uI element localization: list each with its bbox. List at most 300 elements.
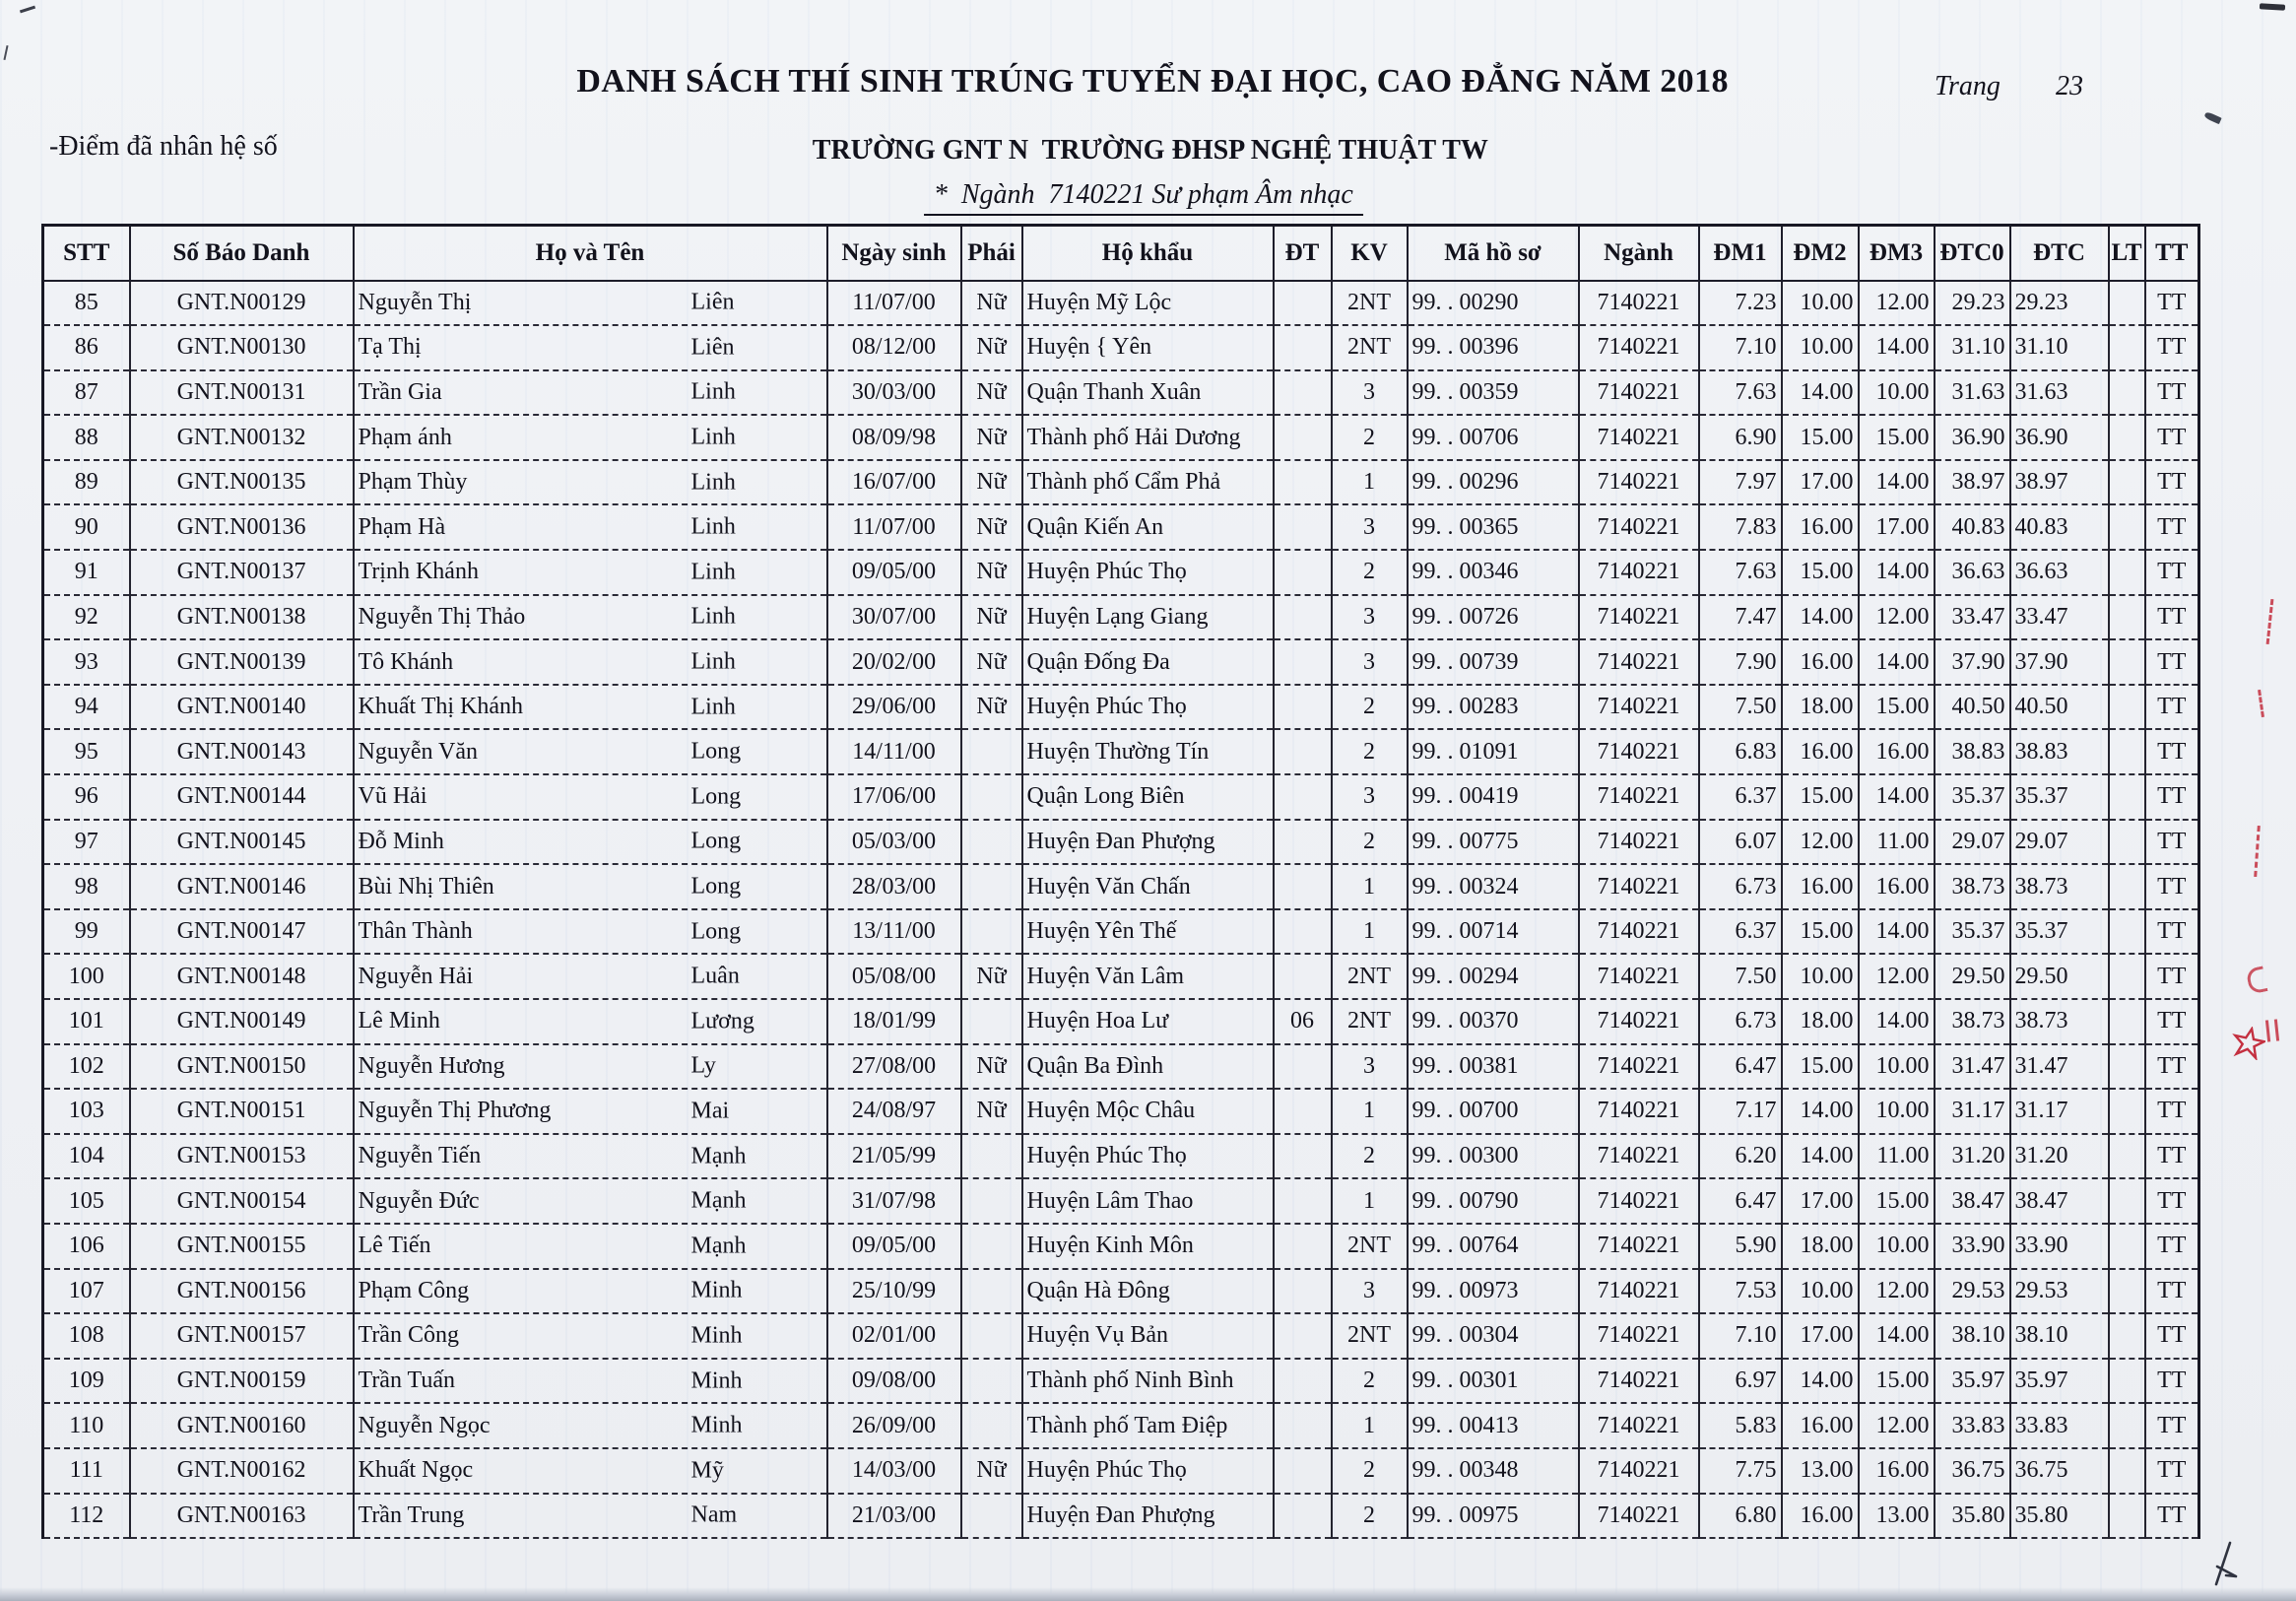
cell-dm3: 16.00 [1859, 864, 1935, 909]
cell-ns: 30/03/00 [827, 370, 961, 416]
cell-lt [2109, 1494, 2145, 1539]
cell-sbd: GNT.N00137 [130, 550, 354, 595]
cell-dm3: 15.00 [1859, 1359, 1935, 1404]
column-header-mhs: Mã hồ sơ [1408, 226, 1579, 281]
cell-tt: TT [2145, 504, 2199, 550]
cell-dtc0: 31.63 [1935, 370, 2010, 416]
cell-nganh: 7140221 [1579, 460, 1699, 505]
cell-phai [961, 820, 1022, 865]
given-name: Long [690, 738, 742, 765]
column-header-lt: LT [2109, 226, 2145, 281]
cell-sbd: GNT.N00163 [130, 1494, 354, 1539]
cell-lt [2109, 550, 2145, 595]
cell-dm2: 17.00 [1782, 1313, 1859, 1359]
cell-name [354, 370, 827, 416]
table-body [43, 281, 2199, 1539]
cell-kv: 3 [1332, 504, 1408, 550]
table-row [43, 1359, 2199, 1404]
cell-dm2: 18.00 [1782, 1224, 1859, 1269]
cell-nganh: 7140221 [1579, 1313, 1699, 1359]
cell-sbd: GNT.N00144 [130, 774, 354, 820]
cell-dt [1274, 1089, 1332, 1134]
cell-dtc0: 31.10 [1935, 325, 2010, 370]
table-row [43, 550, 2199, 595]
given-name: Minh [690, 1322, 743, 1349]
cell-lt [2109, 281, 2145, 326]
cell-ns: 02/01/00 [827, 1313, 961, 1359]
family-name: Đỗ Minh [358, 828, 444, 854]
cell-dm3: 10.00 [1859, 1089, 1935, 1134]
cell-phai [961, 1134, 1022, 1179]
cell-kv: 2NT [1332, 281, 1408, 326]
cell-name [354, 1134, 827, 1179]
cell-nganh: 7140221 [1579, 504, 1699, 550]
red-pen-mark [2265, 1019, 2279, 1041]
given-name: Minh [690, 1368, 743, 1394]
family-name: Nguyễn Thị Phương [358, 1098, 552, 1124]
cell-dm2: 17.00 [1782, 1178, 1859, 1224]
cell-dm1: 7.50 [1699, 685, 1782, 730]
given-name: Liên [690, 289, 735, 315]
cell-ns: 31/07/98 [827, 1178, 961, 1224]
cell-phai [961, 774, 1022, 820]
cell-dtc: 31.63 [2010, 370, 2109, 416]
cell-dtc0: 36.75 [1935, 1448, 2010, 1494]
cell-dt [1274, 595, 1332, 640]
cell-hk: Huyện Phúc Thọ [1022, 1448, 1274, 1494]
cell-stt: 87 [43, 370, 130, 416]
cell-dm1: 6.73 [1699, 864, 1782, 909]
given-name: Linh [690, 603, 736, 630]
cell-dtc0: 33.90 [1935, 1224, 2010, 1269]
cell-hk: Quận Hà Đông [1022, 1269, 1274, 1314]
column-header-dtc0: ĐTC0 [1935, 226, 2010, 281]
family-name: Nguyễn Tiến [358, 1143, 482, 1169]
cell-phai: Nữ [961, 954, 1022, 999]
cell-sbd: GNT.N00135 [130, 460, 354, 505]
cell-sbd: GNT.N00138 [130, 595, 354, 640]
cell-sbd: GNT.N00130 [130, 325, 354, 370]
table-row [43, 1269, 2199, 1314]
cell-lt [2109, 504, 2145, 550]
cell-dm2: 16.00 [1782, 864, 1859, 909]
family-name: Trần Trung [358, 1501, 465, 1528]
cell-mhs: 99. . 00296 [1408, 460, 1579, 505]
cell-dm2: 14.00 [1782, 370, 1859, 416]
cell-kv: 3 [1332, 370, 1408, 416]
cell-mhs: 99. . 00419 [1408, 774, 1579, 820]
cell-dtc: 35.37 [2010, 774, 2109, 820]
table-row [43, 1178, 2199, 1224]
cell-dm2: 14.00 [1782, 595, 1859, 640]
cell-ns: 08/12/00 [827, 325, 961, 370]
table-row [43, 1494, 2199, 1539]
cell-dm2: 18.00 [1782, 685, 1859, 730]
cell-name [354, 1359, 827, 1404]
table-row [43, 1403, 2199, 1448]
cell-tt: TT [2145, 954, 2199, 999]
cell-ns: 25/10/99 [827, 1269, 961, 1314]
cell-kv: 3 [1332, 1269, 1408, 1314]
cell-nganh: 7140221 [1579, 639, 1699, 685]
cell-dt [1274, 774, 1332, 820]
cell-tt: TT [2145, 1134, 2199, 1179]
cell-dm2: 14.00 [1782, 1359, 1859, 1404]
cell-dm1: 7.97 [1699, 460, 1782, 505]
cell-nganh: 7140221 [1579, 415, 1699, 460]
cell-dtc0: 38.73 [1935, 999, 2010, 1044]
cell-phai: Nữ [961, 504, 1022, 550]
table-row [43, 954, 2199, 999]
cell-kv: 3 [1332, 774, 1408, 820]
cell-sbd: GNT.N00149 [130, 999, 354, 1044]
cell-hk: Quận Long Biên [1022, 774, 1274, 820]
cell-dtc0: 35.97 [1935, 1359, 2010, 1404]
cell-dm3: 12.00 [1859, 954, 1935, 999]
cell-tt: TT [2145, 460, 2199, 505]
cell-tt: TT [2145, 1448, 2199, 1494]
cell-nganh: 7140221 [1579, 1224, 1699, 1269]
cell-ns: 16/07/00 [827, 460, 961, 505]
cell-stt: 92 [43, 595, 130, 640]
family-name: Trần Tuấn [358, 1368, 455, 1394]
cell-stt: 94 [43, 685, 130, 730]
cell-dtc0: 29.07 [1935, 820, 2010, 865]
cell-phai: Nữ [961, 281, 1022, 326]
cell-stt: 95 [43, 729, 130, 774]
cell-dt [1274, 639, 1332, 685]
cell-lt [2109, 1269, 2145, 1314]
cell-hk: Huyện Thường Tín [1022, 729, 1274, 774]
cell-stt: 90 [43, 504, 130, 550]
cell-dm1: 6.47 [1699, 1178, 1782, 1224]
table-row [43, 415, 2199, 460]
cell-dtc0: 38.73 [1935, 864, 2010, 909]
cell-dtc0: 33.83 [1935, 1403, 2010, 1448]
given-name: Long [690, 828, 742, 854]
cell-dm3: 14.00 [1859, 550, 1935, 595]
family-name: Bùi Nhị Thiên [358, 873, 494, 900]
family-name: Trần Công [358, 1322, 459, 1349]
cell-dtc0: 31.47 [1935, 1044, 2010, 1090]
cell-mhs: 99. . 00975 [1408, 1494, 1579, 1539]
cell-ns: 13/11/00 [827, 909, 961, 955]
cell-mhs: 99. . 00775 [1408, 820, 1579, 865]
cell-dt [1274, 325, 1332, 370]
cell-dtc0: 38.10 [1935, 1313, 2010, 1359]
family-name: Nguyễn Hải [358, 963, 474, 989]
cell-phai: Nữ [961, 325, 1022, 370]
cell-dtc: 36.90 [2010, 415, 2109, 460]
cell-nganh: 7140221 [1579, 1134, 1699, 1179]
cell-dtc0: 35.37 [1935, 774, 2010, 820]
cell-sbd: GNT.N00146 [130, 864, 354, 909]
family-name: Khuất Thị Khánh [358, 694, 524, 720]
table-row [43, 685, 2199, 730]
cell-stt: 102 [43, 1044, 130, 1090]
cell-phai [961, 1313, 1022, 1359]
cell-mhs: 99. . 00396 [1408, 325, 1579, 370]
cell-ns: 11/07/00 [827, 281, 961, 326]
cell-tt: TT [2145, 1224, 2199, 1269]
cell-hk: Huyện Phúc Thọ [1022, 550, 1274, 595]
cell-lt [2109, 595, 2145, 640]
cell-dm1: 7.63 [1699, 550, 1782, 595]
cell-dm1: 7.17 [1699, 1089, 1782, 1134]
cell-dm2: 16.00 [1782, 729, 1859, 774]
cell-mhs: 99. . 00290 [1408, 281, 1579, 326]
cell-stt: 110 [43, 1403, 130, 1448]
cell-dt [1274, 1403, 1332, 1448]
family-name: Lê Tiến [358, 1233, 431, 1259]
cell-name [354, 1224, 827, 1269]
cell-dt [1274, 370, 1332, 416]
cell-hk: Thành phố Tam Điệp [1022, 1403, 1274, 1448]
cell-hk: Huyện { Yên [1022, 325, 1274, 370]
cell-phai [961, 729, 1022, 774]
cell-dtc: 31.47 [2010, 1044, 2109, 1090]
cell-dm3: 14.00 [1859, 1313, 1935, 1359]
cell-dm1: 7.75 [1699, 1448, 1782, 1494]
cell-mhs: 99. . 00790 [1408, 1178, 1579, 1224]
cell-stt: 103 [43, 1089, 130, 1134]
cell-dm2: 15.00 [1782, 774, 1859, 820]
cell-hk: Huyện Yên Thế [1022, 909, 1274, 955]
column-header-sbd: Số Báo Danh [130, 226, 354, 281]
given-name: Mỹ [690, 1457, 724, 1484]
cell-hk: Huyện Lâm Thao [1022, 1178, 1274, 1224]
cell-mhs: 99. . 00714 [1408, 909, 1579, 955]
cell-dm1: 6.97 [1699, 1359, 1782, 1404]
cell-sbd: GNT.N00139 [130, 639, 354, 685]
table-row [43, 639, 2199, 685]
cell-dm2: 12.00 [1782, 820, 1859, 865]
cell-dtc: 33.83 [2010, 1403, 2109, 1448]
cell-dm3: 11.00 [1859, 820, 1935, 865]
cell-name [354, 1448, 827, 1494]
given-name: Linh [690, 648, 736, 675]
table-row [43, 325, 2199, 370]
cell-dt [1274, 864, 1332, 909]
table-row [43, 909, 2199, 955]
cell-lt [2109, 1044, 2145, 1090]
cell-phai [961, 1359, 1022, 1404]
cell-name [354, 504, 827, 550]
page-indicator-label: Trang [1935, 71, 2001, 101]
table-row [43, 1134, 2199, 1179]
cell-phai: Nữ [961, 685, 1022, 730]
given-name: Mạnh [690, 1187, 747, 1214]
red-star-mark [2232, 1027, 2265, 1060]
cell-dtc0: 38.83 [1935, 729, 2010, 774]
cell-stt: 105 [43, 1178, 130, 1224]
cell-name [354, 1178, 827, 1224]
scan-stray-mark [20, 6, 35, 14]
page-title: DANH SÁCH THÍ SINH TRÚNG TUYỂN ĐẠI HỌC, CAO ĐẲNG NĂM 2018 [576, 63, 1729, 100]
cell-dm3: 14.00 [1859, 774, 1935, 820]
cell-sbd: GNT.N00153 [130, 1134, 354, 1179]
column-header-dm1: ĐM1 [1699, 226, 1782, 281]
cell-ns: 27/08/00 [827, 1044, 961, 1090]
cell-tt: TT [2145, 1494, 2199, 1539]
family-name: Phạm Thùy [358, 469, 468, 496]
given-name: Long [690, 873, 742, 900]
cell-dm1: 7.10 [1699, 1313, 1782, 1359]
cell-kv: 1 [1332, 1089, 1408, 1134]
given-name: Mạnh [690, 1143, 747, 1169]
cell-lt [2109, 820, 2145, 865]
cell-dm3: 14.00 [1859, 909, 1935, 955]
family-name: Lê Minh [358, 1008, 440, 1034]
cell-tt: TT [2145, 999, 2199, 1044]
cell-dtc: 36.63 [2010, 550, 2109, 595]
cell-dtc0: 29.53 [1935, 1269, 2010, 1314]
cell-stt: 104 [43, 1134, 130, 1179]
cell-phai [961, 1494, 1022, 1539]
cell-name [354, 729, 827, 774]
cell-dtc0: 29.23 [1935, 281, 2010, 326]
cell-dm3: 15.00 [1859, 685, 1935, 730]
cell-nganh: 7140221 [1579, 1269, 1699, 1314]
cell-dm1: 7.63 [1699, 370, 1782, 416]
table-row [43, 504, 2199, 550]
cell-hk: Thành phố Hải Dương [1022, 415, 1274, 460]
cell-dm2: 17.00 [1782, 460, 1859, 505]
cell-stt: 112 [43, 1494, 130, 1539]
cell-dm2: 10.00 [1782, 1269, 1859, 1314]
cell-hk: Huyện Vụ Bản [1022, 1313, 1274, 1359]
cell-lt [2109, 325, 2145, 370]
cell-dt [1274, 281, 1332, 326]
cell-sbd: GNT.N00132 [130, 415, 354, 460]
cell-kv: 1 [1332, 909, 1408, 955]
cell-phai: Nữ [961, 1448, 1022, 1494]
family-name: Nguyễn Hương [358, 1052, 505, 1079]
cell-nganh: 7140221 [1579, 550, 1699, 595]
cell-dm2: 16.00 [1782, 504, 1859, 550]
cell-ns: 17/06/00 [827, 774, 961, 820]
cell-tt: TT [2145, 1089, 2199, 1134]
cell-nganh: 7140221 [1579, 1403, 1699, 1448]
table-row [43, 1224, 2199, 1269]
family-name: Trần Gia [358, 378, 442, 405]
cell-dtc: 38.73 [2010, 999, 2109, 1044]
cell-stt: 96 [43, 774, 130, 820]
cell-dtc0: 40.83 [1935, 504, 2010, 550]
cell-stt: 109 [43, 1359, 130, 1404]
cell-dt [1274, 460, 1332, 505]
cell-stt: 91 [43, 550, 130, 595]
cell-lt [2109, 370, 2145, 416]
cell-ns: 24/08/97 [827, 1089, 961, 1134]
column-header-kv: KV [1332, 226, 1408, 281]
column-header-dm3: ĐM3 [1859, 226, 1935, 281]
cell-dt [1274, 1494, 1332, 1539]
cell-kv: 1 [1332, 864, 1408, 909]
cell-nganh: 7140221 [1579, 370, 1699, 416]
cell-dt [1274, 1224, 1332, 1269]
cell-name [354, 281, 827, 326]
red-pen-mark [2245, 966, 2267, 994]
cell-phai: Nữ [961, 550, 1022, 595]
cell-hk: Huyện Đan Phượng [1022, 1494, 1274, 1539]
cell-dm1: 7.47 [1699, 595, 1782, 640]
cell-tt: TT [2145, 415, 2199, 460]
cell-sbd: GNT.N00154 [130, 1178, 354, 1224]
cell-dt [1274, 1269, 1332, 1314]
cell-stt: 86 [43, 325, 130, 370]
cell-sbd: GNT.N00147 [130, 909, 354, 955]
table-row [43, 460, 2199, 505]
cell-dtc: 35.80 [2010, 1494, 2109, 1539]
cell-mhs: 99. . 00346 [1408, 550, 1579, 595]
cell-tt: TT [2145, 685, 2199, 730]
cell-ns: 14/11/00 [827, 729, 961, 774]
cell-hk: Quận Kiến An [1022, 504, 1274, 550]
cell-dtc: 40.50 [2010, 685, 2109, 730]
cell-stt: 88 [43, 415, 130, 460]
cell-dtc0: 36.63 [1935, 550, 2010, 595]
given-name: Mai [690, 1098, 730, 1124]
cell-name [354, 1089, 827, 1134]
cell-name [354, 774, 827, 820]
cell-mhs: 99. . 00283 [1408, 685, 1579, 730]
cell-hk: Huyện Văn Chấn [1022, 864, 1274, 909]
cell-dm1: 7.90 [1699, 639, 1782, 685]
cell-dm1: 6.37 [1699, 774, 1782, 820]
cell-nganh: 7140221 [1579, 954, 1699, 999]
cell-kv: 2NT [1332, 1313, 1408, 1359]
cell-sbd: GNT.N00131 [130, 370, 354, 416]
table-row [43, 1448, 2199, 1494]
cell-nganh: 7140221 [1579, 1044, 1699, 1090]
cell-nganh: 7140221 [1579, 1178, 1699, 1224]
cell-dtc: 33.90 [2010, 1224, 2109, 1269]
cell-nganh: 7140221 [1579, 729, 1699, 774]
cell-dtc: 31.10 [2010, 325, 2109, 370]
cell-dt [1274, 1448, 1332, 1494]
cell-dtc0: 40.50 [1935, 685, 2010, 730]
column-header-ns: Ngày sinh [827, 226, 961, 281]
column-header-hk: Hộ khẩu [1022, 226, 1274, 281]
cell-mhs: 99. . 00294 [1408, 954, 1579, 999]
cell-lt [2109, 1089, 2145, 1134]
cell-dm2: 16.00 [1782, 639, 1859, 685]
cell-hk: Huyện Đan Phượng [1022, 820, 1274, 865]
cell-tt: TT [2145, 1403, 2199, 1448]
cell-dm2: 14.00 [1782, 1134, 1859, 1179]
cell-kv: 2NT [1332, 954, 1408, 999]
cell-sbd: GNT.N00150 [130, 1044, 354, 1090]
cell-dm1: 7.50 [1699, 954, 1782, 999]
cell-lt [2109, 774, 2145, 820]
cell-mhs: 99. . 00359 [1408, 370, 1579, 416]
cell-dm1: 7.53 [1699, 1269, 1782, 1314]
cell-name [354, 820, 827, 865]
cell-dm1: 5.90 [1699, 1224, 1782, 1269]
cell-dm2: 16.00 [1782, 1403, 1859, 1448]
cell-stt: 101 [43, 999, 130, 1044]
column-header-tt: TT [2145, 226, 2199, 281]
cell-hk: Huyện Mỹ Lộc [1022, 281, 1274, 326]
cell-tt: TT [2145, 774, 2199, 820]
cell-dtc: 35.37 [2010, 909, 2109, 955]
cell-kv: 2 [1332, 729, 1408, 774]
cell-lt [2109, 999, 2145, 1044]
cell-ns: 29/06/00 [827, 685, 961, 730]
cell-dm1: 6.47 [1699, 1044, 1782, 1090]
cell-dtc: 38.83 [2010, 729, 2109, 774]
